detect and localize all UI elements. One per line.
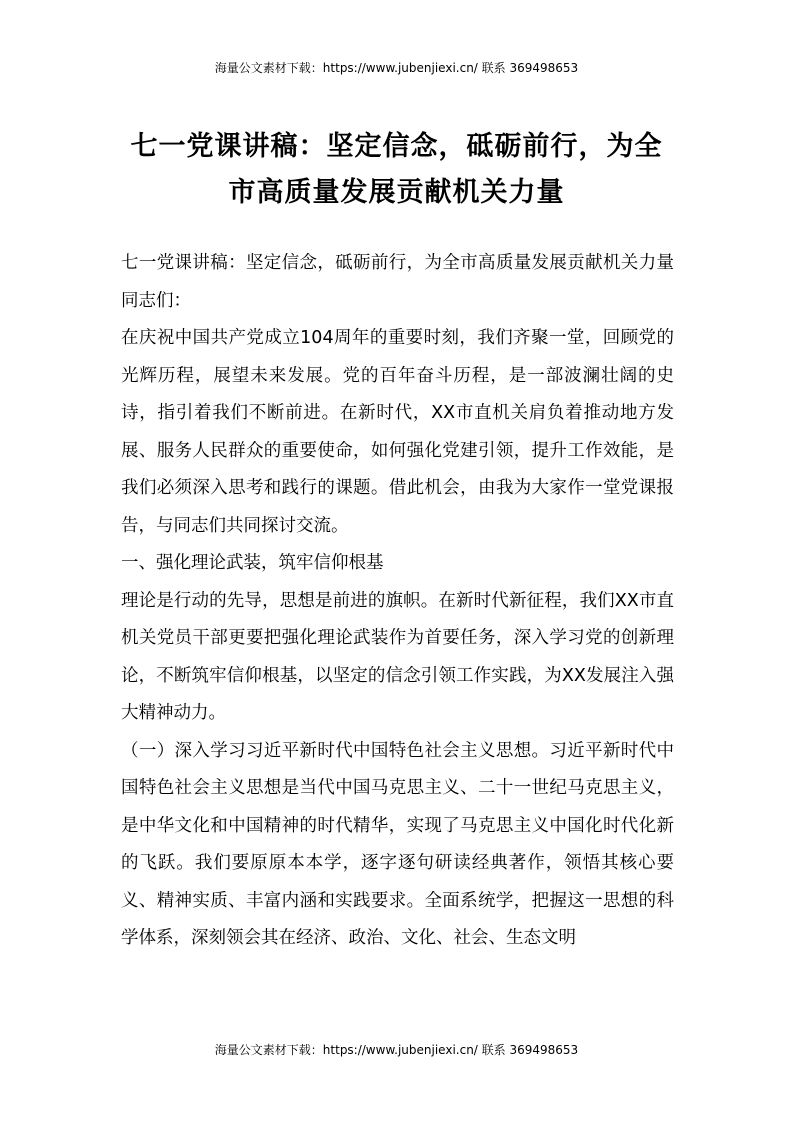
document-title	[90, 124, 703, 216]
title-line-1: 七一党课讲稿：坚定信念，砥砺前行，为全	[130, 131, 663, 162]
paragraph-intro: 七一党课讲稿：坚定信念，砥砺前行，为全市高质量发展贡献机关力量同志们：	[121, 253, 674, 311]
page-footer	[0, 1041, 793, 1058]
page-header	[0, 59, 793, 76]
paragraph-section-1: 理论是行动的先导，思想是前进的旗帜。在新时代新征程，我们XX市直机关党员干部更要把强化理论武装作为首要任务，深入学习党的创新理论，不断筑牢信仰根基，以坚定的信念引领工作实践，为XX发展注入强大精神动力。	[121, 590, 674, 723]
paragraph-subsection-1: （一）深入学习习近平新时代中国特色社会主义思想。习近平新时代中国特色社会主义思想是当代中国马克思主义、二十一世纪马克思主义，是中华文化和中国精神的时代精华，实现了马克思主义中国化时代化新的飞跃。我们要原原本本学，逐字逐句研读经典著作，领悟其核心要义、精神实质、丰富内涵和实践要求。全面系统学，把握这一思想的科学体系，深刻领会其在经济、政治、文化、社会、生态文明	[121, 740, 674, 948]
header-text: 海量公文素材下载：https://www.jubenjiexi.cn/ 联系 369498653	[214, 61, 579, 75]
section-heading-1: 一、强化理论武装，筑牢信仰根基	[121, 553, 384, 573]
document-body	[121, 245, 674, 958]
title-line-2: 市高质量发展贡献机关力量	[228, 177, 565, 208]
paragraph-opening: 在庆祝中国共产党成立104周年的重要时刻，我们齐聚一堂，回顾党的光辉历程，展望未来发展。党的百年奋斗历程，是一部波澜壮阔的史诗，指引着我们不断前进。在新时代，XX市直机关肩负着推动地方发展、服务人民群众的重要使命，如何强化党建引领，提升工作效能，是我们必须深入思考和践行的课题。借此机会，由我为大家作一堂党课报告，与同志们共同探讨交流。	[121, 328, 674, 536]
footer-text: 海量公文素材下载：https://www.jubenjiexi.cn/ 联系 369498653	[214, 1043, 579, 1057]
